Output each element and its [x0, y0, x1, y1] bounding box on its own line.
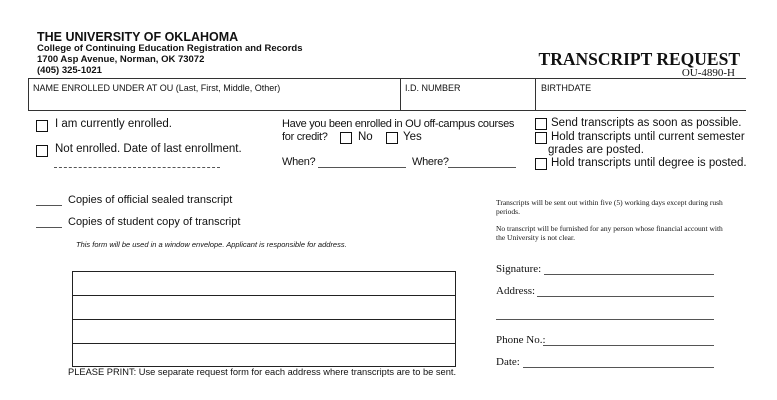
date-label: Date: — [496, 356, 520, 368]
address-line-2[interactable] — [73, 296, 455, 320]
currently-enrolled-label: I am currently enrolled. — [55, 118, 172, 130]
college-phone: (405) 325-1021 — [37, 65, 102, 76]
send-asap-label: Send transcripts as soon as possible. — [551, 117, 742, 129]
table-bottom-line — [28, 110, 746, 111]
offcampus-no-checkbox[interactable] — [340, 132, 352, 144]
birthdate-field[interactable] — [541, 83, 591, 93]
form-title: TRANSCRIPT REQUEST — [538, 49, 740, 69]
hold-degree-label: Hold transcripts until degree is posted. — [551, 157, 747, 169]
last-enrollment-date-input[interactable] — [54, 167, 220, 168]
address-label: Address: — [496, 285, 536, 297]
name-label: NAME ENROLLED UNDER AT OU (Last, First, Middle, Other) — [33, 83, 281, 93]
envelope-note: This form will be used in a window envelope. Applicant is responsible for address. — [76, 240, 347, 249]
hold-grades-checkbox[interactable] — [535, 132, 547, 144]
birthdate-label: BIRTHDATE — [541, 83, 592, 93]
currently-enrolled-checkbox[interactable] — [36, 120, 48, 132]
name-field[interactable] — [33, 83, 280, 93]
not-enrolled-label: Not enrolled. Date of last enrollment. — [55, 143, 242, 155]
send-asap-checkbox[interactable] — [535, 118, 547, 130]
id-number-field[interactable] — [405, 83, 461, 93]
form-number: OU-4890-H — [681, 67, 735, 79]
phone-label: Phone No.: — [496, 334, 546, 346]
offcampus-yes-checkbox[interactable] — [386, 132, 398, 144]
date-input[interactable] — [523, 367, 714, 368]
where-label: Where? — [412, 156, 449, 168]
financial-note-cont: the University is not clear. — [496, 233, 575, 242]
college-name: College of Continuing Education Registration and Records — [37, 43, 303, 54]
university-name: THE UNIVERSITY OF OKLAHOMA — [37, 30, 239, 44]
offcampus-no-label: No — [358, 131, 373, 143]
print-note: PLEASE PRINT: Use separate request form for each address where transcripts are to be sent. — [68, 367, 457, 377]
hold-grades-label-cont: grades are posted. — [548, 144, 644, 156]
offcampus-question: Have you been enrolled in OU off-campus courses — [282, 118, 515, 130]
hold-degree-checkbox[interactable] — [535, 158, 547, 170]
student-copies-input[interactable] — [36, 227, 62, 228]
when-input[interactable] — [318, 167, 406, 168]
address-line-4[interactable] — [73, 344, 455, 367]
college-address: 1700 Asp Avenue, Norman, OK 73072 — [37, 54, 205, 65]
student-copies-label: Copies of student copy of transcript — [68, 216, 241, 228]
id-number-label: I.D. NUMBER — [405, 83, 461, 93]
not-enrolled-checkbox[interactable] — [36, 145, 48, 157]
table-divider — [535, 78, 536, 110]
hold-grades-label: Hold transcripts until current semester — [551, 131, 745, 143]
address-input[interactable] — [537, 296, 714, 297]
financial-note: No transcript will be furnished for any person whose financial account with — [496, 224, 723, 233]
address-line-3[interactable] — [73, 320, 455, 344]
timing-note-cont: periods. — [496, 207, 520, 216]
table-top-line — [28, 78, 746, 79]
official-copies-input[interactable] — [36, 205, 62, 206]
table-left-border — [28, 78, 29, 110]
address-line-1[interactable] — [73, 272, 455, 296]
offcampus-yes-label: Yes — [403, 131, 422, 143]
for-credit-label: for credit? — [282, 131, 328, 143]
phone-input[interactable] — [543, 345, 714, 346]
timing-note: Transcripts will be sent out within five (5) working days except during rush — [496, 198, 723, 207]
when-label: When? — [282, 156, 316, 168]
signature-input[interactable] — [544, 274, 714, 275]
official-copies-label: Copies of official sealed transcript — [68, 194, 233, 206]
mailing-address-box — [72, 271, 456, 367]
table-divider — [400, 78, 401, 110]
address-input-line-2[interactable] — [496, 319, 714, 320]
where-input[interactable] — [448, 167, 516, 168]
signature-label: Signature: — [496, 263, 542, 275]
